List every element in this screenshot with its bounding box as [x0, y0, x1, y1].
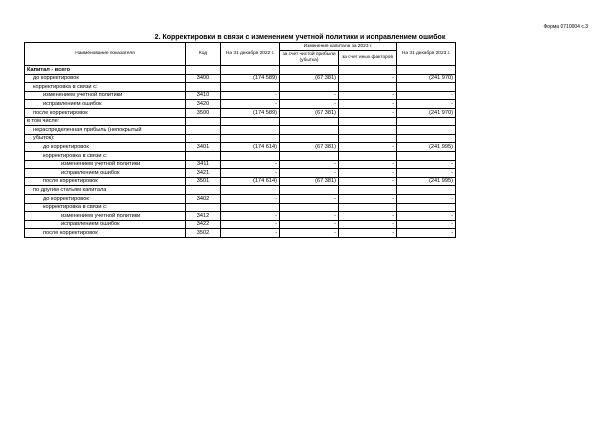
row-value-other: - — [339, 194, 397, 203]
row-value-other: - — [339, 212, 397, 221]
row-value-other — [339, 83, 397, 92]
row-value-other: - — [339, 160, 397, 169]
table-row — [25, 100, 456, 109]
row-value-profit — [280, 126, 339, 135]
row-value-profit: - — [280, 194, 339, 203]
row-value-profit: (67 381) — [280, 74, 339, 83]
form-reference: Форма 0710004 с.3 — [543, 24, 588, 30]
row-value-other: - — [339, 74, 397, 83]
adjustments-table — [24, 42, 456, 238]
row-name: до корректировок — [25, 74, 186, 83]
row-value-2023 — [397, 186, 456, 195]
row-name: корректировка в связи с: — [25, 151, 186, 160]
row-code — [186, 126, 221, 135]
row-value-other — [339, 186, 397, 195]
row-value-profit: - — [280, 220, 339, 229]
row-value-profit — [280, 186, 339, 195]
header-other: за счет иных факторов — [339, 51, 397, 66]
row-name: в том числе: — [25, 117, 186, 126]
row-code: 3500 — [186, 108, 221, 117]
row-code: 3411 — [186, 160, 221, 169]
row-name: после корректировок — [25, 229, 186, 238]
row-code: 3410 — [186, 91, 221, 100]
row-value-2022: - — [221, 229, 280, 238]
table-row — [25, 194, 456, 203]
row-code — [186, 134, 221, 143]
row-code: 3400 — [186, 74, 221, 83]
row-value-other — [339, 66, 397, 75]
header-2022: На 31 декабря 2022 г. — [221, 43, 280, 66]
row-value-other: - — [339, 91, 397, 100]
row-name: исправлением ошибок — [25, 220, 186, 229]
row-value-2022: (174 614) — [221, 177, 280, 186]
row-value-2022 — [221, 134, 280, 143]
row-value-2022: (174 589) — [221, 108, 280, 117]
row-code: 3412 — [186, 212, 221, 221]
row-value-other: - — [339, 229, 397, 238]
row-value-profit — [280, 83, 339, 92]
row-value-profit: - — [280, 229, 339, 238]
row-value-2023: - — [397, 169, 456, 178]
row-value-other — [339, 151, 397, 160]
row-name: исправлением ошибок — [25, 100, 186, 109]
row-value-2023: (241 970) — [397, 108, 456, 117]
row-value-profit: - — [280, 91, 339, 100]
row-value-2023: (241 970) — [397, 74, 456, 83]
row-value-2023: - — [397, 194, 456, 203]
table-row — [25, 126, 456, 135]
table-body — [25, 66, 456, 238]
row-code: 3402 — [186, 194, 221, 203]
row-value-2022 — [221, 186, 280, 195]
row-value-2023 — [397, 66, 456, 75]
table-row — [25, 143, 456, 152]
row-name: до корректировок — [25, 194, 186, 203]
row-value-2023: (241 995) — [397, 143, 456, 152]
row-value-profit — [280, 134, 339, 143]
row-name: изменением учетной политики — [25, 91, 186, 100]
row-name: по другим статьям капитала — [25, 186, 186, 195]
row-name: изменением учетной политики — [25, 160, 186, 169]
row-value-2022 — [221, 126, 280, 135]
row-name: нераспределенная прибыль (непокрытый — [25, 126, 186, 135]
row-code — [186, 151, 221, 160]
table-row — [25, 177, 456, 186]
row-code — [186, 117, 221, 126]
row-name: после корректировок — [25, 177, 186, 186]
row-value-2023: (241 995) — [397, 177, 456, 186]
table-row — [25, 160, 456, 169]
row-value-2022: - — [221, 220, 280, 229]
row-name: до корректировок — [25, 143, 186, 152]
row-value-2023 — [397, 203, 456, 212]
row-value-other: - — [339, 108, 397, 117]
row-value-profit: - — [280, 169, 339, 178]
row-value-other: - — [339, 100, 397, 109]
row-value-2023 — [397, 83, 456, 92]
row-value-2023: - — [397, 160, 456, 169]
header-name: Наименование показателя — [25, 43, 186, 66]
row-code: 3422 — [186, 220, 221, 229]
row-value-2022 — [221, 203, 280, 212]
row-name: корректировка в связи с: — [25, 83, 186, 92]
row-value-2022: - — [221, 100, 280, 109]
header-profit: за счет чистой прибыли (убытка) — [280, 51, 339, 66]
row-value-2022: - — [221, 212, 280, 221]
row-value-profit — [280, 117, 339, 126]
table-row — [25, 186, 456, 195]
row-value-other — [339, 126, 397, 135]
row-value-2022: (174 589) — [221, 74, 280, 83]
row-value-2023: - — [397, 229, 456, 238]
row-value-other — [339, 134, 397, 143]
table-row — [25, 66, 456, 75]
row-code — [186, 203, 221, 212]
row-name: Капитал - всего — [25, 66, 186, 75]
row-name: после корректировок — [25, 108, 186, 117]
table-row — [25, 108, 456, 117]
row-value-2022 — [221, 117, 280, 126]
row-value-2023 — [397, 117, 456, 126]
row-code — [186, 66, 221, 75]
row-value-profit — [280, 66, 339, 75]
row-code: 3502 — [186, 229, 221, 238]
row-name: исправлением ошибок — [25, 169, 186, 178]
row-value-profit: (67 381) — [280, 143, 339, 152]
row-value-profit: (67 381) — [280, 108, 339, 117]
row-code — [186, 83, 221, 92]
row-code — [186, 186, 221, 195]
header-changes-group: Изменения капитала за 2023 г. — [280, 43, 397, 51]
row-value-other — [339, 117, 397, 126]
row-value-2022 — [221, 151, 280, 160]
table-row — [25, 151, 456, 160]
row-value-2022: - — [221, 169, 280, 178]
section-title: 2. Корректировки в связи с изменением учетной политики и исправлением ошибок — [154, 34, 446, 41]
table-row — [25, 220, 456, 229]
row-code: 3501 — [186, 177, 221, 186]
row-value-2022 — [221, 66, 280, 75]
row-value-2023 — [397, 134, 456, 143]
row-value-2022: - — [221, 194, 280, 203]
row-value-2022: - — [221, 160, 280, 169]
table-row — [25, 134, 456, 143]
row-value-2023 — [397, 126, 456, 135]
row-value-other: - — [339, 220, 397, 229]
row-value-2022 — [221, 83, 280, 92]
table-row — [25, 91, 456, 100]
row-value-profit: - — [280, 100, 339, 109]
table-row — [25, 229, 456, 238]
row-code: 3421 — [186, 169, 221, 178]
row-value-other — [339, 203, 397, 212]
row-value-other: - — [339, 177, 397, 186]
row-name: убыток): — [25, 134, 186, 143]
row-value-2023: - — [397, 100, 456, 109]
row-name: корректировка в связи с: — [25, 203, 186, 212]
row-value-profit — [280, 203, 339, 212]
header-code: Код — [186, 43, 221, 66]
row-value-other: - — [339, 169, 397, 178]
row-name: изменением учетной политики — [25, 212, 186, 221]
row-value-2023 — [397, 151, 456, 160]
row-value-profit: (67 381) — [280, 177, 339, 186]
table-row — [25, 117, 456, 126]
row-value-profit: - — [280, 160, 339, 169]
table-row — [25, 74, 456, 83]
row-value-other: - — [339, 143, 397, 152]
row-value-2023: - — [397, 91, 456, 100]
row-code: 3401 — [186, 143, 221, 152]
header-2023: На 31 декабря 2023 г. — [397, 43, 456, 66]
table-row — [25, 169, 456, 178]
table-row — [25, 83, 456, 92]
row-value-2023: - — [397, 220, 456, 229]
row-value-2023: - — [397, 212, 456, 221]
row-value-2022: (174 614) — [221, 143, 280, 152]
row-value-profit — [280, 151, 339, 160]
row-code: 3420 — [186, 100, 221, 109]
table-row — [25, 212, 456, 221]
table-row — [25, 203, 456, 212]
row-value-2022: - — [221, 91, 280, 100]
row-value-profit: - — [280, 212, 339, 221]
